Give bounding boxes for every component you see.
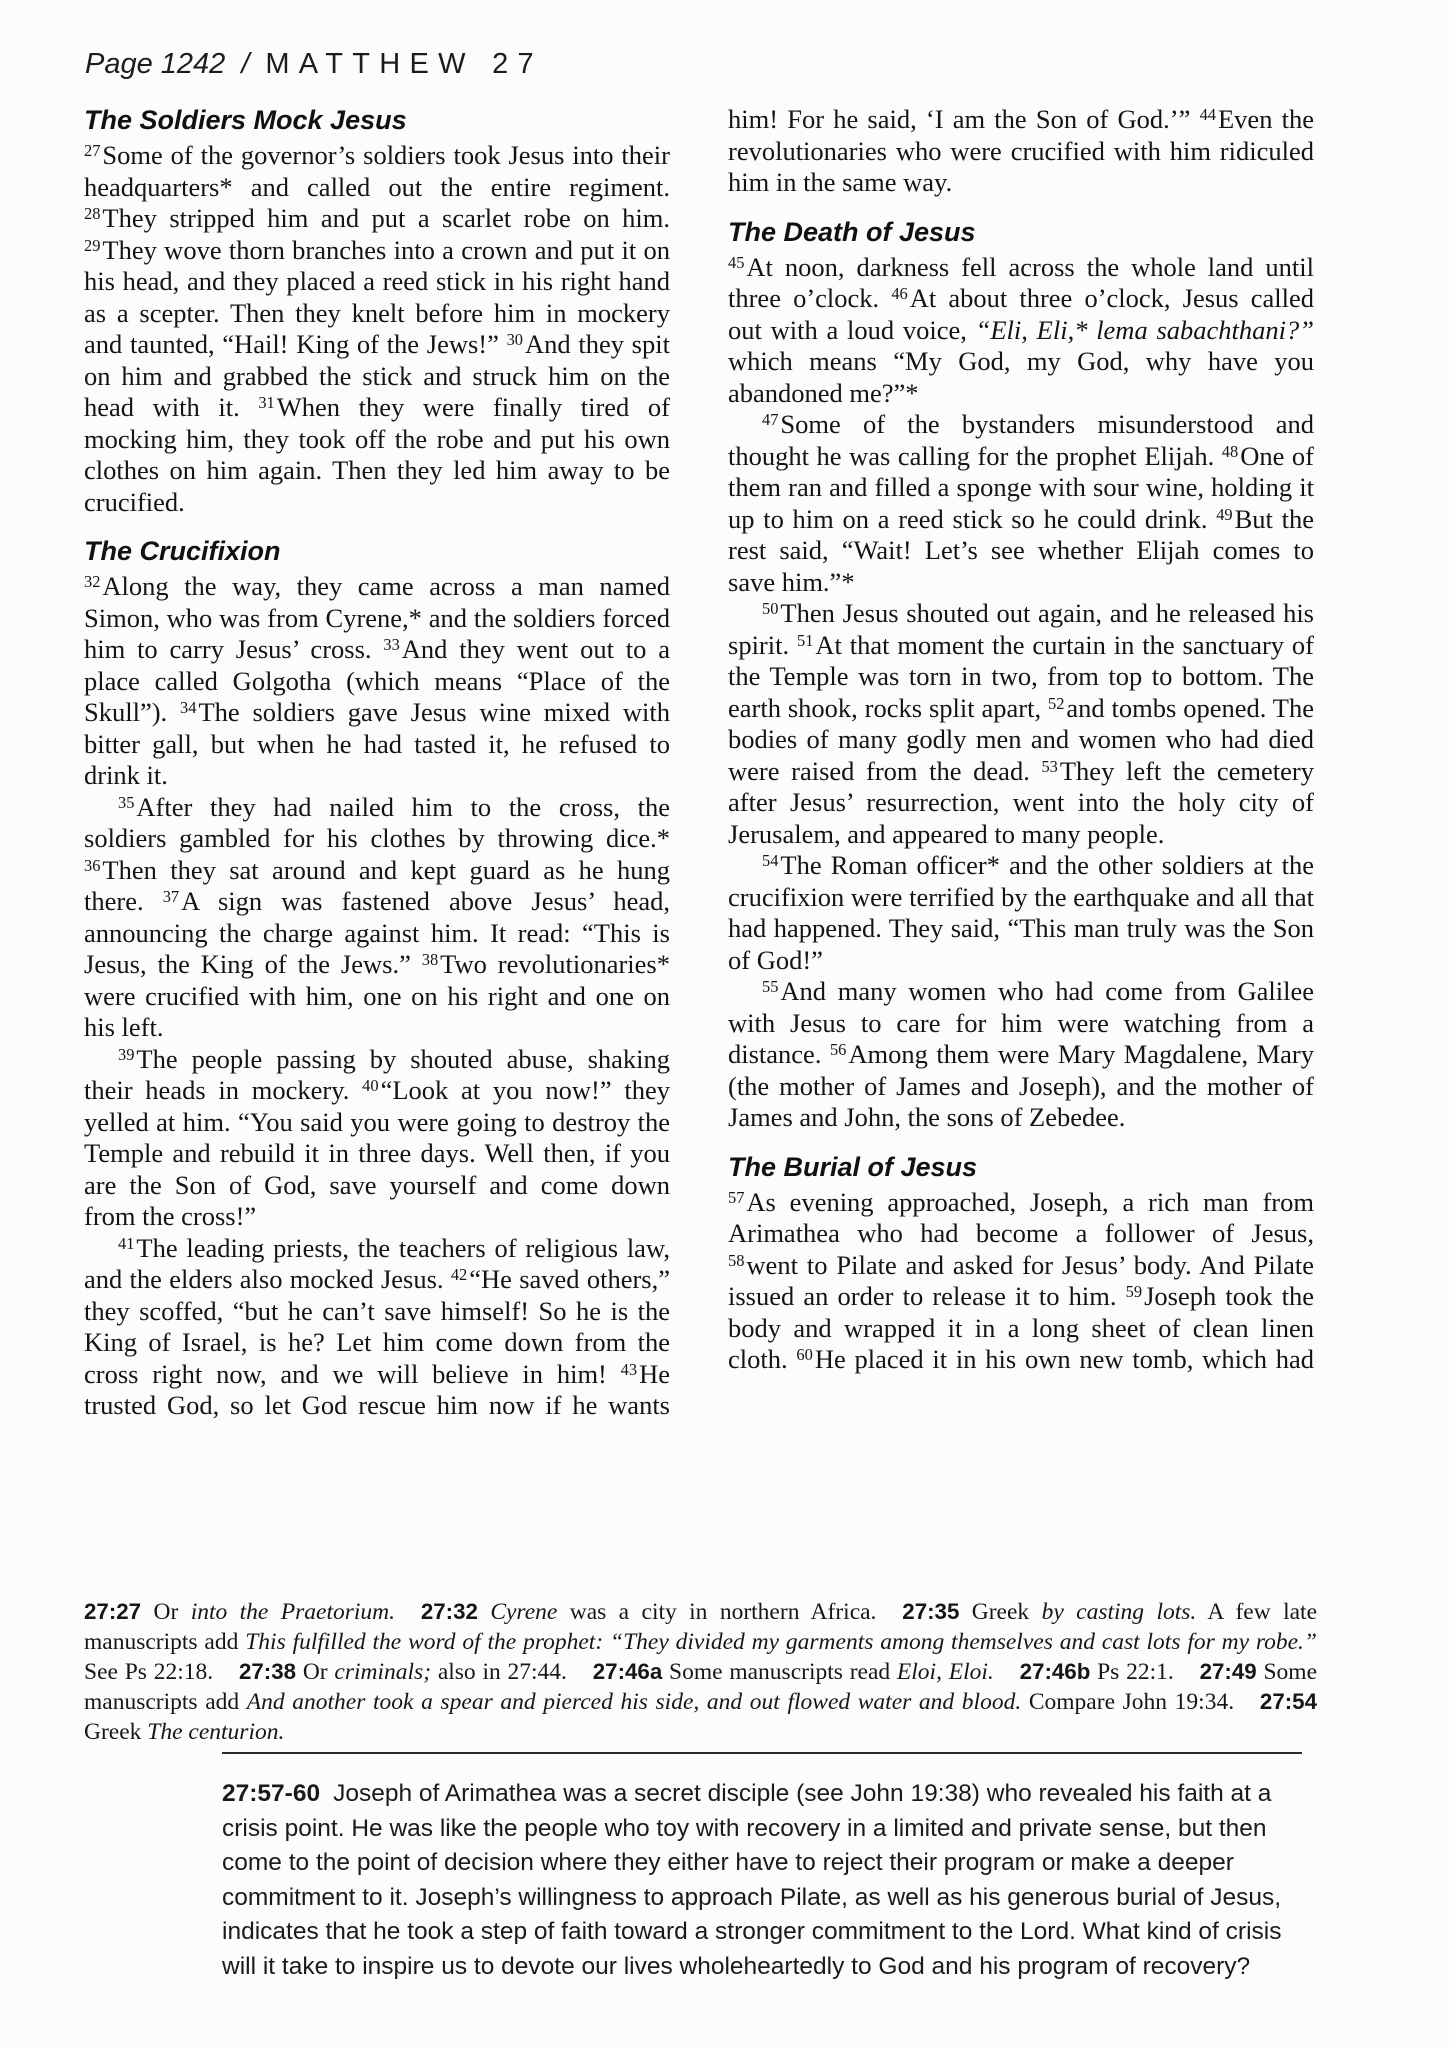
footnote-ref: 27:35 (902, 1599, 960, 1624)
scripture-columns (84, 104, 1314, 1422)
text-run: “Look at you now!” they yelled at him. “You said you were going to destroy the Temple and rebuild it in three days. Well then, if you are the Son of God, save yourself and come down from the cross!” (84, 1075, 670, 1231)
footnote-ref: 27:46b (1019, 1659, 1091, 1684)
verse-number: 48 (1221, 441, 1239, 461)
text-run: Some of the governor’s soldiers took Jesus into their headquarters* and called out the entire regiment. (84, 140, 670, 202)
text-run: and tombs opened. The bodies of many godly men and women who had died were raised from the dead. (728, 692, 1314, 786)
study-note-divider (222, 1752, 1302, 1754)
text-run: At about three o’clock, Jesus called out with a loud voice, (728, 283, 1314, 345)
text-run: Two revolutionaries* were crucified with him, one on his right and one on his left. (84, 949, 670, 1042)
text-run-italic: Cyrene (490, 1599, 558, 1625)
verse-paragraph (84, 792, 670, 1044)
text-run: But the rest said, “Wait! Let’s see whether Elijah comes to save him.”* (728, 503, 1314, 597)
section-heading: The Crucifixion (84, 536, 281, 566)
text-run: Compare John 19:34. (1021, 1689, 1235, 1715)
verse-number: 60 (796, 1345, 813, 1365)
text-run: Then they sat around and kept guard as he hung there. (84, 854, 670, 916)
text-run: Greek (959, 1599, 1042, 1625)
verse-paragraph (84, 1233, 670, 1422)
text-run: At that moment the curtain in the sanctuary of the Temple was torn in two, from top to bottom. The earth shook, rocks split apart, (728, 629, 1314, 723)
study-note-text: Joseph of Arimathea was a secret disciple (see John 19:38) who revealed his faith at a crisis point. He was like the people who toy with recovery in a limited and private sense, but then come to the point of decision where they either have to reject their program or make a deeper commitment to it. Joseph’s willingness to approach Pilate, as well as his generous burial of Jesus, indicates that he took a step of faith toward a stronger commitment to the Lord. What kind of crisis will it take to inspire us to devote our lives wholeheartedly to God and his program of recovery? (222, 1780, 1282, 1980)
book-title: MATTHEW 27 (265, 48, 543, 80)
text-run: At noon, darkness fell across the whole land until three o’clock. (728, 251, 1314, 313)
text-run: Or (296, 1659, 335, 1685)
text-run: him! For he said, ‘I am the Son of God.’” (728, 104, 1200, 134)
verse-number: 28 (84, 204, 101, 224)
verse-paragraph (84, 571, 670, 792)
verse-number: 51 (796, 630, 814, 650)
verse-number: 31 (258, 393, 275, 413)
verse-paragraph (728, 409, 1314, 598)
text-run: The soldiers gave Jesus wine mixed with bitter gall, but when he had tasted it, he refused to drink it. (84, 697, 670, 790)
text-run: They wove thorn branches into a crown and put it on his head, and they placed a reed stick in his right hand as a scepter. Then they knelt before him in mockery and taunted, “Hail! King of the Jews!” (84, 234, 670, 359)
verse-number: 30 (506, 330, 524, 350)
text-run: He placed it in his own new tomb, which had (814, 1344, 1314, 1374)
text-run: The Roman officer* and the other soldiers at the crucifixion were terrified by the earthquake and all that had happened. They said, “This man truly was the Son of God!” (728, 850, 1314, 975)
text-run: They stripped him and put a scarlet robe on him. (102, 203, 670, 233)
verse-number: 54 (762, 851, 779, 871)
text-run-italic: Eloi, Eloi. (896, 1659, 994, 1685)
text-run: which means “My God, my God, why have you abandoned me?”* (728, 346, 1314, 408)
verse-number: 38 (421, 950, 439, 970)
text-run: was a city in northern Africa. (557, 1599, 877, 1625)
footnote-ref: 27:49 (1199, 1659, 1257, 1684)
verse-number: 55 (762, 977, 779, 997)
footnote-ref: 27:32 (420, 1599, 478, 1624)
text-run: And they went out to a place called Golgotha (which means “Place of the Skull”). (84, 634, 670, 727)
text-run: Or (141, 1599, 191, 1625)
verse-number: 47 (762, 410, 779, 430)
verse-number: 45 (728, 252, 745, 272)
verse-number: 36 (84, 855, 101, 875)
verse-number: 37 (162, 887, 180, 907)
verse-paragraph (728, 104, 1314, 199)
text-run: “He saved others,” they scoffed, “but he can’t save himself! So he is the King of Israel, is he? Let him come down from the cross right now, and we will believe in him! (84, 1264, 671, 1389)
section-heading: The Death of Jesus (728, 216, 976, 247)
text-run: Ps 22:1. (1090, 1659, 1174, 1685)
text-run (478, 1599, 490, 1625)
verse-number: 35 (118, 792, 135, 812)
footnote-ref: 27:46a (592, 1659, 663, 1684)
text-run: When they were finally tired of mocking him, they took off the robe and put his own clothes on him again. Then they led him away to be crucified. (84, 392, 670, 517)
verse-number: 40 (362, 1076, 379, 1096)
footnote-ref: 27:38 (238, 1659, 297, 1684)
verse-number: 41 (118, 1233, 135, 1253)
text-run: Some manuscripts read (662, 1659, 897, 1685)
verse-number: 53 (1041, 756, 1058, 776)
verse-number: 56 (829, 1040, 847, 1060)
text-run: The leading priests, the teachers of religious law, and the elders also mocked Jesus. (84, 1232, 670, 1294)
page-header (85, 48, 543, 81)
text-run: Among them were Mary Magdalene, Mary (the mother of James and Joseph), and the mother of James and John, the sons of Zebedee. (728, 1039, 1314, 1132)
header-separator: / (241, 48, 250, 80)
verse-number: 44 (1199, 105, 1216, 125)
text-run-italic: “Eli, Eli,* lema sabachthani?” (975, 314, 1314, 345)
text-run: One of them ran and filled a sponge with sour wine, holding it up to him on a reed stick so he could drink. (728, 440, 1314, 534)
verse-number: 43 (620, 1359, 638, 1379)
verse-number: 49 (1216, 504, 1233, 524)
column-right (728, 104, 1314, 1422)
verse-paragraph (728, 976, 1314, 1134)
footnote-ref: 27:27 (84, 1599, 142, 1624)
text-run: A sign was fastened above Jesus’ head, announcing the charge against him. It read: “This is Jesus, the King of the Jews.” (84, 886, 670, 979)
text-run: Some manuscripts add (84, 1659, 1317, 1715)
verse-paragraph (728, 598, 1314, 850)
text-run: Joseph took the body and wrapped it in a long sheet of clean linen cloth. (728, 1281, 1315, 1374)
text-run: also in 27:44. (431, 1659, 567, 1685)
verse-number: 33 (383, 635, 400, 655)
verse-number: 57 (728, 1187, 745, 1207)
text-run: And many women who had come from Galilee with Jesus to care for him were watching from a distance. (728, 976, 1314, 1069)
verse-number: 42 (450, 1265, 468, 1285)
text-run: As evening approached, Joseph, a rich man from Arimathea who had become a follower of Jesus, (728, 1186, 1314, 1248)
text-run: The people passing by shouted abuse, shaking their heads in mockery. (84, 1043, 670, 1105)
text-run: Along the way, they came across a man named Simon, who was from Cyrene,* and the soldiers forced him to carry Jesus’ cross. (84, 571, 670, 664)
text-run-italic: by casting lots. (1041, 1599, 1197, 1625)
footnote-ref: 27:54 (1259, 1689, 1317, 1714)
text-run: They left the cemetery after Jesus’ resurrection, went into the holy city of Jerusalem, and appeared to many people. (728, 755, 1315, 849)
verse-paragraph (728, 850, 1314, 976)
verse-number: 52 (1047, 693, 1065, 713)
section-heading: The Soldiers Mock Jesus (84, 105, 407, 135)
text-run-italic: This fulfilled the word of the prophet: “They divided my garments among themselves and cast lots for my robe.” (245, 1629, 1318, 1655)
verse-number: 39 (118, 1044, 135, 1064)
verse-number: 27 (84, 141, 101, 161)
verse-number: 32 (84, 572, 101, 592)
text-run-italic: And another took a spear and pierced his side, and out flowed water and blood. (246, 1689, 1022, 1715)
verse-paragraph (728, 252, 1314, 410)
verse-number: 34 (180, 698, 197, 718)
text-run: He trusted God, so let God rescue him now if he wants (84, 1358, 670, 1420)
text-run: went to Pilate and asked for Jesus’ body. And Pilate issued an order to release it to him. (728, 1249, 1314, 1311)
text-run: After they had nailed him to the cross, the soldiers gambled for his clothes by throwing dice.* (84, 791, 670, 853)
text-run-italic: The centurion. (147, 1719, 285, 1745)
verse-number: 58 (728, 1250, 745, 1270)
verse-paragraph (84, 1044, 670, 1233)
column-left (84, 104, 670, 1422)
verse-number: 50 (762, 599, 779, 619)
translation-footnotes (84, 1597, 1317, 1747)
text-run: Some of the bystanders misunderstood and thought he was calling for the prophet Elijah. (728, 409, 1314, 471)
verse-number: 46 (891, 284, 908, 304)
study-note-ref: 27:57-60 (222, 1780, 321, 1807)
text-run: And they spit on him and grabbed the stick and struck him on the head with it. (84, 329, 670, 422)
section-heading: The Burial of Jesus (728, 1151, 978, 1182)
text-run-italic: criminals; (334, 1659, 432, 1685)
page-number: Page 1242 (85, 48, 226, 80)
text-run: Then Jesus shouted out again, and he released his spirit. (728, 598, 1314, 660)
verse-number: 29 (84, 235, 101, 255)
text-run: A few late manuscripts add (84, 1599, 1318, 1655)
text-run: Greek (84, 1719, 148, 1745)
verse-paragraph (728, 1187, 1314, 1376)
text-run-italic: into the Praetorium. (190, 1599, 395, 1625)
text-run: Even the revolutionaries who were crucified with him ridiculed him in the same way. (728, 104, 1315, 197)
verse-paragraph (84, 140, 670, 518)
text-run: See Ps 22:18. (84, 1659, 214, 1685)
verse-number: 59 (1125, 1282, 1143, 1302)
study-note (222, 1777, 1302, 1984)
